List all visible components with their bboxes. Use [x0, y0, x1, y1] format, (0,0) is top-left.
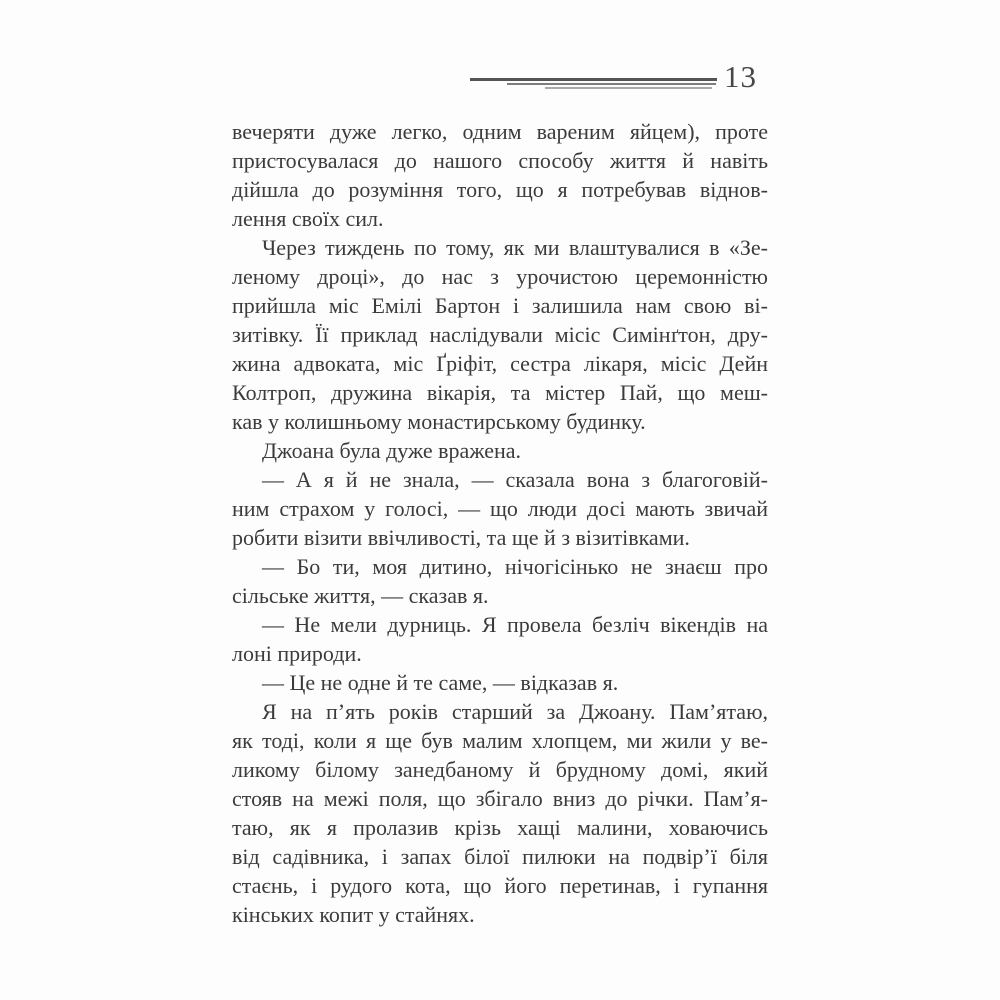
header-rule-line-top [470, 78, 717, 81]
text-line: — Це не одне й те саме, — відказав я. [262, 670, 619, 695]
paragraph [232, 117, 768, 233]
header-rule-decoration [470, 78, 717, 90]
text-line: кав у колишньому монастирському будинку. [232, 409, 646, 434]
text-line: — Не мели дурниць. Я провела безліч вікендів на [262, 612, 768, 637]
paragraph [232, 552, 768, 610]
text-line: Я на п’ять років старший за Джоану. Пам’ятаю, [262, 699, 768, 724]
header-rule-line-middle [507, 83, 716, 85]
text-line: робити візити ввічливості, та ще й з візитівками. [232, 525, 690, 550]
paragraph [232, 668, 768, 697]
paragraph [232, 697, 768, 929]
page-text [232, 117, 768, 929]
paragraph [232, 436, 768, 465]
header-rule-line-bottom [545, 87, 712, 89]
text-line: прийшла міс Емілі Бартон і залишила нам свою ві- [232, 293, 768, 318]
page-number: 13 [724, 59, 757, 94]
text-line: зитівку. Її приклад наслідували місіс Симінґтон, дру- [232, 322, 768, 347]
text-line: Джоана була дуже вражена. [262, 438, 522, 463]
text-line: ним страхом у голосі, — що люди досі мають звичай [232, 496, 768, 521]
text-line: вечеряти дуже легко, одним вареним яйцем), проте [232, 119, 768, 144]
text-line: — А я й не знала, — сказала вона з благоговій- [262, 467, 768, 492]
text-line: сільське життя, — сказав я. [232, 583, 489, 608]
text-line: леному дроці», до нас з урочистою церемонністю [232, 264, 768, 289]
text-line: як тоді, коли я ще був малим хлопцем, ми жили у ве- [232, 728, 768, 753]
paragraph [232, 610, 768, 668]
text-line: пристосувалася до нашого способу життя й навіть [232, 148, 768, 173]
text-line: Через тиждень по тому, як ми влаштувалися в «Зе- [262, 235, 768, 260]
text-line: — Бо ти, моя дитино, нічогісінько не знаєш про [262, 554, 768, 579]
text-line: дійшла до розуміння того, що я потребував віднов- [232, 177, 768, 202]
text-line: лоні природи. [232, 641, 362, 666]
text-line: лення своїх сил. [232, 206, 384, 231]
text-line: від садівника, і запах білої пилюки на подвір’ї біля [232, 844, 768, 869]
text-line: стояв на межі поля, що збігало вниз до річки. Пам’я- [232, 786, 768, 811]
text-line: жина адвоката, міс Ґріфіт, сестра лікаря, місіс Дейн [232, 351, 768, 376]
text-line: Колтроп, дружина вікарія, та містер Пай, що меш- [232, 380, 768, 405]
text-line: таю, як я пролазив крізь хащі малини, ховаючись [232, 815, 768, 840]
text-line: ликому білому занедбаному й брудному домі, який [232, 757, 768, 782]
text-line: кінських копит у стайнях. [232, 902, 475, 927]
paragraph [232, 465, 768, 552]
text-line: стаєнь, і рудого кота, що його перетинав, і гупання [232, 873, 768, 898]
paragraph [232, 233, 768, 436]
